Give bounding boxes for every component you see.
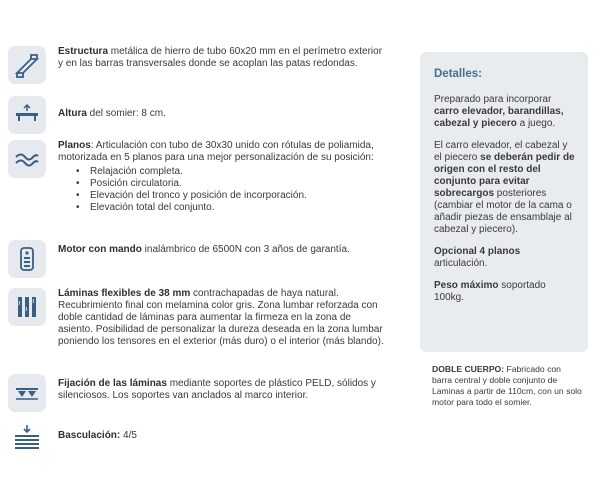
details-paragraph: El carro elevador, el cabezal y el piecero se deberán pedir de origen con el resto del conjunto para evitar sobrecargos posteriores (cambiar el motor de la cama o añadir piezas de ensamblaje al cabezal y piecero). — [434, 140, 575, 235]
feature-text: Basculación: 4/5 — [58, 430, 137, 441]
articulated-planes-icon — [8, 140, 46, 178]
wood-slats-icon — [8, 288, 46, 326]
doble-cuerpo-note: DOBLE CUERPO: Fabricado con barra central y doble conjunto de Laminas a partir de 110cm, con un solo motor para todo el somier. — [432, 364, 582, 407]
feature-text: Planos: Articulación con tubo de 30x30 unido con rótulas de poliamida, motorizada en 5 planos para una mejor personalización de su posición: • Relajación completa. • Posición circulatoria. • Elevación del tronco y posición de incorporación. • Elevación total del conjunto. — [58, 140, 384, 214]
feature-basculacion — [8, 418, 384, 456]
feature-estructura — [8, 46, 384, 84]
details-panel — [420, 52, 588, 352]
list-item: • Posición circulatoria. — [78, 178, 384, 190]
details-paragraph: Peso máximo soportado 100kg. — [434, 280, 546, 303]
feature-laminas — [8, 288, 384, 348]
positions-list — [58, 166, 384, 214]
details-title: Detalles: — [434, 68, 482, 80]
feature-text: Láminas flexibles de 38 mm contrachapadas de haya natural. Recubrimiento final con melamina color gris. Zona lumbar reforzada con doble cantidad de láminas para aumentar la firmeza en la zona de asiento. Posibilidad de personalizar la dureza deseada en la zona lumbar poniendo los tensores en el exterior (más duro) o el interior (más blando). — [58, 288, 384, 347]
bed-height-icon — [8, 96, 46, 134]
feature-text: Motor con mando inalámbrico de 6500N con 3 años de garantía. — [58, 244, 350, 255]
feature-planos — [8, 140, 384, 214]
feature-motor — [8, 240, 384, 278]
feature-text: Altura del somier: 8 cm. — [58, 108, 166, 119]
steel-tube-icon — [8, 46, 46, 84]
list-item: • Elevación del tronco y posición de incorporación. — [78, 190, 384, 202]
feature-text: Estructura metálica de hierro de tubo 60x20 mm en el perímetro exterior y en las barras transversales donde se acoplan las patas redondas. — [58, 46, 383, 69]
tilt-arrow-icon — [8, 418, 46, 456]
list-item: • Elevación total del conjunto. — [78, 202, 384, 214]
feature-text: Fijación de las láminas mediante soportes de plástico PELD, sólidos y silenciosos. Los soportes van anclados al marco interior. — [58, 378, 376, 401]
feature-fijacion — [8, 374, 384, 412]
slat-holders-icon — [8, 374, 46, 412]
list-item: • Relajación completa. — [78, 166, 384, 178]
details-paragraph: Preparado para incorporar carro elevador, barandillas, cabezal y piecero a juego. — [434, 94, 564, 129]
details-paragraph: Opcional 4 planos articulación. — [434, 246, 521, 269]
remote-control-icon — [8, 240, 46, 278]
feature-altura — [8, 96, 384, 134]
